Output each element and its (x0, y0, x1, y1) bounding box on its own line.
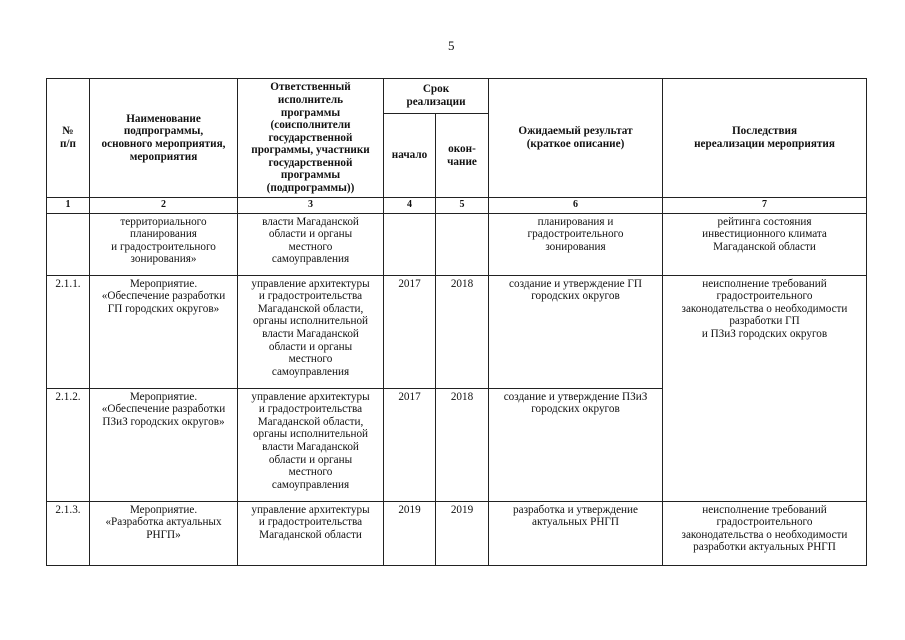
non-implementation-consequences: рейтинга состояния инвестиционного климата Магаданской области (663, 213, 867, 275)
header-num: № п/п (47, 79, 90, 198)
end-year: 2019 (436, 501, 489, 565)
table-row (47, 275, 867, 388)
header-consequences: Последствия нереализации мероприятия (663, 79, 867, 198)
responsible-executor: власти Магаданской области и органы местного самоуправления (238, 213, 384, 275)
activity-name: Мероприятие. «Разработка актуальных РНГП» (90, 501, 238, 565)
column-number: 7 (663, 198, 867, 214)
expected-result: планирования и градостроительного зонирования (489, 213, 663, 275)
activity-name: территориального планирования и градостроительного зонирования» (90, 213, 238, 275)
row-number: 2.1.1. (47, 275, 90, 388)
non-implementation-consequences: неисполнение требований градостроительного законодательства о необходимости разработки актуальных РНГП (663, 501, 867, 565)
end-year: 2018 (436, 388, 489, 501)
expected-result: создание и утверждение ГП городских округов (489, 275, 663, 388)
column-number: 3 (238, 198, 384, 214)
row-number: 2.1.3. (47, 501, 90, 565)
row-number: 2.1.2. (47, 388, 90, 501)
program-activities-table (46, 78, 867, 566)
page-number: 5 (448, 38, 455, 53)
start-year: 2017 (384, 388, 436, 501)
header-start: начало (384, 114, 436, 198)
expected-result: разработка и утверждение актуальных РНГП (489, 501, 663, 565)
start-year (384, 213, 436, 275)
column-numbers-row (47, 198, 867, 214)
header-end: окон- чание (436, 114, 489, 198)
header-term: Срок реализации (384, 79, 489, 114)
column-number: 1 (47, 198, 90, 214)
row-number (47, 213, 90, 275)
header-result: Ожидаемый результат (краткое описание) (489, 79, 663, 198)
activity-name: Мероприятие. «Обеспечение разработки ГП городских округов» (90, 275, 238, 388)
responsible-executor: управление архитектуры и градостроительства Магаданской области, органы исполнительной власти Магаданской области и органы местного самоуправления (238, 275, 384, 388)
expected-result: создание и утверждение ПЗиЗ городских округов (489, 388, 663, 501)
start-year: 2019 (384, 501, 436, 565)
column-number: 6 (489, 198, 663, 214)
non-implementation-consequences: неисполнение требований градостроительного законодательства о необходимости разработки ГП и ПЗиЗ городских округов (663, 275, 867, 501)
column-number: 5 (436, 198, 489, 214)
table-row (47, 213, 867, 275)
start-year: 2017 (384, 275, 436, 388)
end-year: 2018 (436, 275, 489, 388)
end-year (436, 213, 489, 275)
table-row (47, 501, 867, 565)
activity-name: Мероприятие. «Обеспечение разработки ПЗиЗ городских округов» (90, 388, 238, 501)
responsible-executor: управление архитектуры и градостроительства Магаданской области, органы исполнительной власти Магаданской области и органы местного самоуправления (238, 388, 384, 501)
column-number: 2 (90, 198, 238, 214)
header-name: Наименование подпрограммы, основного мероприятия, мероприятия (90, 79, 238, 198)
column-number: 4 (384, 198, 436, 214)
header-row-1 (47, 79, 867, 114)
responsible-executor: управление архитектуры и градостроительства Магаданской области (238, 501, 384, 565)
header-responsible: Ответственный исполнитель программы (соисполнители государственной программы, участники государственной программы (подпрограммы)) (238, 79, 384, 198)
